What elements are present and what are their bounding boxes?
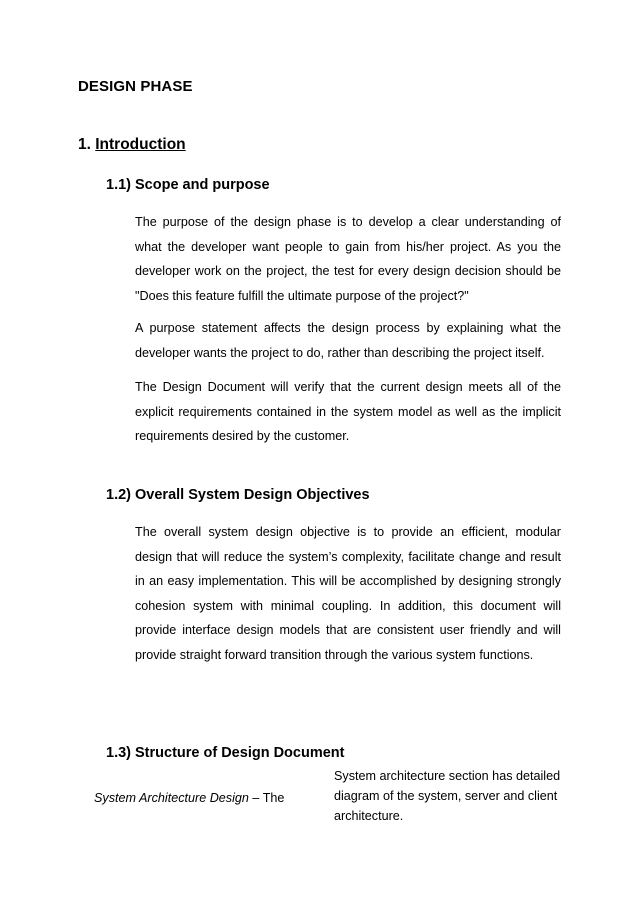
structure-right-cell: System architecture section has detailed diagram of the system, server and client architecture. <box>334 769 561 823</box>
section-1-2-paragraph-1: The overall system design objective is to provide an efficient, modular design that will reduce the system’s complexity, facilitate change and result in an easy implementation. This will be accomplished by designing strongly cohesion system with minimal coupling. In addition, this document will provide interface design models that are consistent user friendly and will provide straight forward transition through the various system functions. <box>135 525 561 662</box>
section-1-1-paragraph-2: A purpose statement affects the design process by explaining what the developer wants the project to do, rather than describing the project itself. <box>135 321 561 360</box>
section-1-3-heading: 1.3) Structure of Design Document <box>106 745 345 761</box>
section-1-title: Introduction <box>95 136 186 153</box>
section-1-heading <box>78 136 186 154</box>
structure-left-rest: – The <box>248 791 285 805</box>
section-1-1-paragraph-1: The purpose of the design phase is to develop a clear understanding of what the developer want people to gain from his/her project. As you the developer work on the project, the test for every design decision should be "Does this feature fulfill the ultimate purpose of the project?" <box>135 215 561 303</box>
section-1-2-heading: 1.2) Overall System Design Objectives <box>106 487 370 503</box>
structure-left-cell <box>94 788 284 808</box>
section-1-1-paragraph-3: The Design Document will verify that the current design meets all of the explicit requirements contained in the system model as well as the implicit requirements desired by the customer. <box>135 380 561 443</box>
section-1-1-heading: 1.1) Scope and purpose <box>106 177 270 193</box>
document-title: DESIGN PHASE <box>78 78 193 95</box>
section-1-number: 1. <box>78 136 91 153</box>
system-architecture-design-label: System Architecture Design <box>94 791 249 805</box>
